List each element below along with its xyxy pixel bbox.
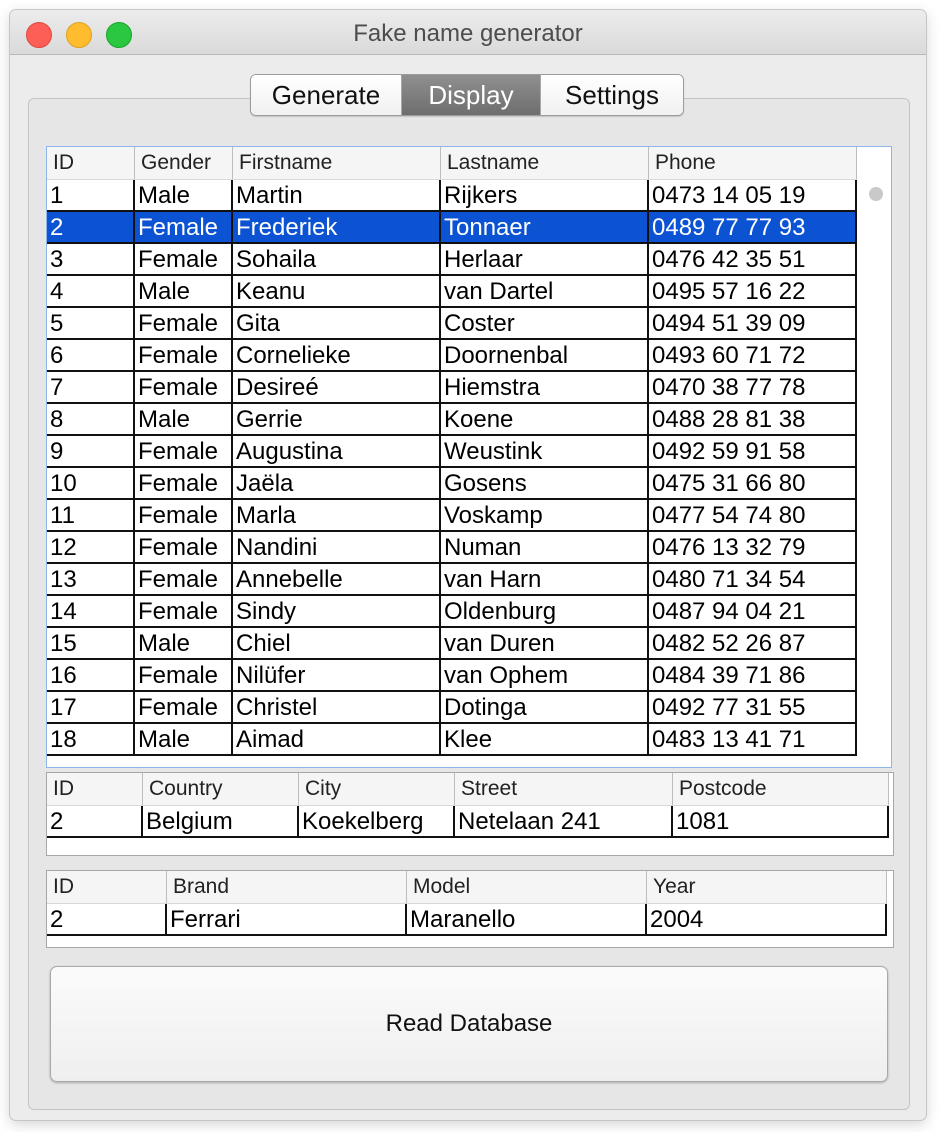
table-cell: 0495 57 16 22 (649, 276, 857, 308)
car-table[interactable] (46, 870, 894, 948)
table-cell: 0476 13 32 79 (649, 532, 857, 564)
table-cell: van Harn (441, 564, 649, 596)
table-cell: 2 (47, 904, 167, 936)
table-cell: 2 (47, 212, 135, 244)
table-cell: Male (135, 628, 233, 660)
table-cell: 13 (47, 564, 135, 596)
table-cell: Sindy (233, 596, 441, 628)
table-cell: 16 (47, 660, 135, 692)
table-cell: Female (135, 308, 233, 340)
column-header[interactable]: Brand (167, 871, 407, 903)
table-cell: Cornelieke (233, 340, 441, 372)
table-cell: 18 (47, 724, 135, 756)
table-cell: Herlaar (441, 244, 649, 276)
table-cell: 0470 38 77 78 (649, 372, 857, 404)
column-header[interactable]: Lastname (441, 147, 649, 179)
table-row[interactable] (47, 692, 857, 724)
read-database-button[interactable]: Read Database (50, 966, 888, 1082)
table-cell: Christel (233, 692, 441, 724)
tab-bar (250, 74, 684, 116)
table-cell: 11 (47, 500, 135, 532)
table-row[interactable] (47, 904, 887, 936)
table-cell: 0489 77 77 93 (649, 212, 857, 244)
table-cell: 7 (47, 372, 135, 404)
table-cell: Rijkers (441, 180, 649, 212)
table-cell: Martin (233, 180, 441, 212)
table-cell: Hiemstra (441, 372, 649, 404)
table-row[interactable] (47, 436, 857, 468)
table-cell: Desireé (233, 372, 441, 404)
table-cell: Gita (233, 308, 441, 340)
column-header[interactable]: ID (47, 147, 135, 179)
table-row[interactable] (47, 660, 857, 692)
table-cell: Male (135, 404, 233, 436)
table-cell: Sohaila (233, 244, 441, 276)
table-cell: Female (135, 564, 233, 596)
column-header[interactable]: Year (647, 871, 887, 903)
table-cell: 0473 14 05 19 (649, 180, 857, 212)
table-cell: 0492 59 91 58 (649, 436, 857, 468)
column-header[interactable]: Country (143, 773, 299, 805)
table-header (47, 871, 887, 904)
table-cell: Koene (441, 404, 649, 436)
table-cell: Marla (233, 500, 441, 532)
column-header[interactable]: ID (47, 773, 143, 805)
table-cell: 17 (47, 692, 135, 724)
column-header[interactable]: ID (47, 871, 167, 903)
table-row[interactable] (47, 340, 857, 372)
table-cell: Maranello (407, 904, 647, 936)
tab-settings[interactable]: Settings (541, 75, 683, 115)
table-cell: 5 (47, 308, 135, 340)
table-cell: Nilüfer (233, 660, 441, 692)
tab-display[interactable]: Display (402, 75, 541, 115)
table-cell: Female (135, 660, 233, 692)
table-cell: Female (135, 692, 233, 724)
table-header (47, 773, 889, 806)
table-cell: van Duren (441, 628, 649, 660)
title-bar (10, 10, 926, 55)
table-row[interactable] (47, 244, 857, 276)
table-cell: 0476 42 35 51 (649, 244, 857, 276)
tab-generate[interactable]: Generate (251, 75, 402, 115)
table-cell: Female (135, 468, 233, 500)
table-cell: Belgium (143, 806, 299, 838)
people-table[interactable] (46, 146, 892, 768)
table-cell: Gosens (441, 468, 649, 500)
table-row[interactable] (47, 180, 857, 212)
table-cell: Female (135, 372, 233, 404)
table-cell: Jaëla (233, 468, 441, 500)
table-cell: Male (135, 276, 233, 308)
column-header[interactable]: City (299, 773, 455, 805)
table-cell: 2004 (647, 904, 887, 936)
column-header[interactable]: Street (455, 773, 673, 805)
table-cell: 3 (47, 244, 135, 276)
table-cell: Ferrari (167, 904, 407, 936)
window-title: Fake name generator (353, 20, 583, 47)
address-grid (47, 773, 889, 838)
table-row[interactable] (47, 806, 889, 838)
table-row[interactable] (47, 404, 857, 436)
table-cell: 6 (47, 340, 135, 372)
table-cell: 1 (47, 180, 135, 212)
table-row[interactable] (47, 532, 857, 564)
table-row[interactable] (47, 308, 857, 340)
table-cell: Annebelle (233, 564, 441, 596)
table-cell: Female (135, 212, 233, 244)
table-cell: Oldenburg (441, 596, 649, 628)
column-header[interactable]: Model (407, 871, 647, 903)
table-cell: 4 (47, 276, 135, 308)
table-cell: 0477 54 74 80 (649, 500, 857, 532)
table-cell: Male (135, 180, 233, 212)
table-cell: Male (135, 724, 233, 756)
table-cell: 8 (47, 404, 135, 436)
table-cell: Female (135, 532, 233, 564)
table-cell: 0480 71 34 54 (649, 564, 857, 596)
table-cell: Female (135, 340, 233, 372)
table-row[interactable] (47, 564, 857, 596)
table-cell: Nandini (233, 532, 441, 564)
column-header[interactable]: Firstname (233, 147, 441, 179)
table-cell: Chiel (233, 628, 441, 660)
app-window (10, 10, 926, 1120)
table-cell: Keanu (233, 276, 441, 308)
table-cell: 14 (47, 596, 135, 628)
table-cell: Netelaan 241 (455, 806, 673, 838)
table-row[interactable] (47, 596, 857, 628)
table-cell: 0493 60 71 72 (649, 340, 857, 372)
table-cell: van Dartel (441, 276, 649, 308)
table-cell: 0488 28 81 38 (649, 404, 857, 436)
table-row-selected[interactable] (47, 212, 857, 244)
table-cell: van Ophem (441, 660, 649, 692)
table-row[interactable] (47, 724, 857, 756)
table-row[interactable] (47, 372, 857, 404)
column-header[interactable]: Postcode (673, 773, 889, 805)
table-cell: Female (135, 436, 233, 468)
table-cell: 9 (47, 436, 135, 468)
people-grid (47, 147, 857, 756)
table-cell: 0487 94 04 21 (649, 596, 857, 628)
table-row[interactable] (47, 276, 857, 308)
table-row[interactable] (47, 500, 857, 532)
table-cell: 10 (47, 468, 135, 500)
table-cell: Frederiek (233, 212, 441, 244)
table-cell: Weustink (441, 436, 649, 468)
scrollbar-thumb[interactable] (869, 187, 883, 201)
table-cell: 0484 39 71 86 (649, 660, 857, 692)
table-cell: Gerrie (233, 404, 441, 436)
table-cell: Coster (441, 308, 649, 340)
table-cell: Female (135, 596, 233, 628)
table-row[interactable] (47, 468, 857, 500)
table-cell: Doornenbal (441, 340, 649, 372)
table-cell: 1081 (673, 806, 889, 838)
table-cell: Koekelberg (299, 806, 455, 838)
table-cell: Voskamp (441, 500, 649, 532)
column-header[interactable]: Phone (649, 147, 857, 179)
table-cell: Female (135, 244, 233, 276)
table-cell: 0475 31 66 80 (649, 468, 857, 500)
table-cell: 0483 13 41 71 (649, 724, 857, 756)
table-cell: 12 (47, 532, 135, 564)
column-header[interactable]: Gender (135, 147, 233, 179)
table-header (47, 147, 857, 180)
table-cell: Numan (441, 532, 649, 564)
car-grid (47, 871, 887, 936)
table-cell: 0494 51 39 09 (649, 308, 857, 340)
table-cell: Dotinga (441, 692, 649, 724)
table-cell: 0482 52 26 87 (649, 628, 857, 660)
table-cell: Klee (441, 724, 649, 756)
table-cell: 0492 77 31 55 (649, 692, 857, 724)
table-cell: Aimad (233, 724, 441, 756)
table-cell: Tonnaer (441, 212, 649, 244)
table-cell: 15 (47, 628, 135, 660)
table-cell: Augustina (233, 436, 441, 468)
table-cell: 2 (47, 806, 143, 838)
address-table[interactable] (46, 772, 894, 856)
table-row[interactable] (47, 628, 857, 660)
table-cell: Female (135, 500, 233, 532)
